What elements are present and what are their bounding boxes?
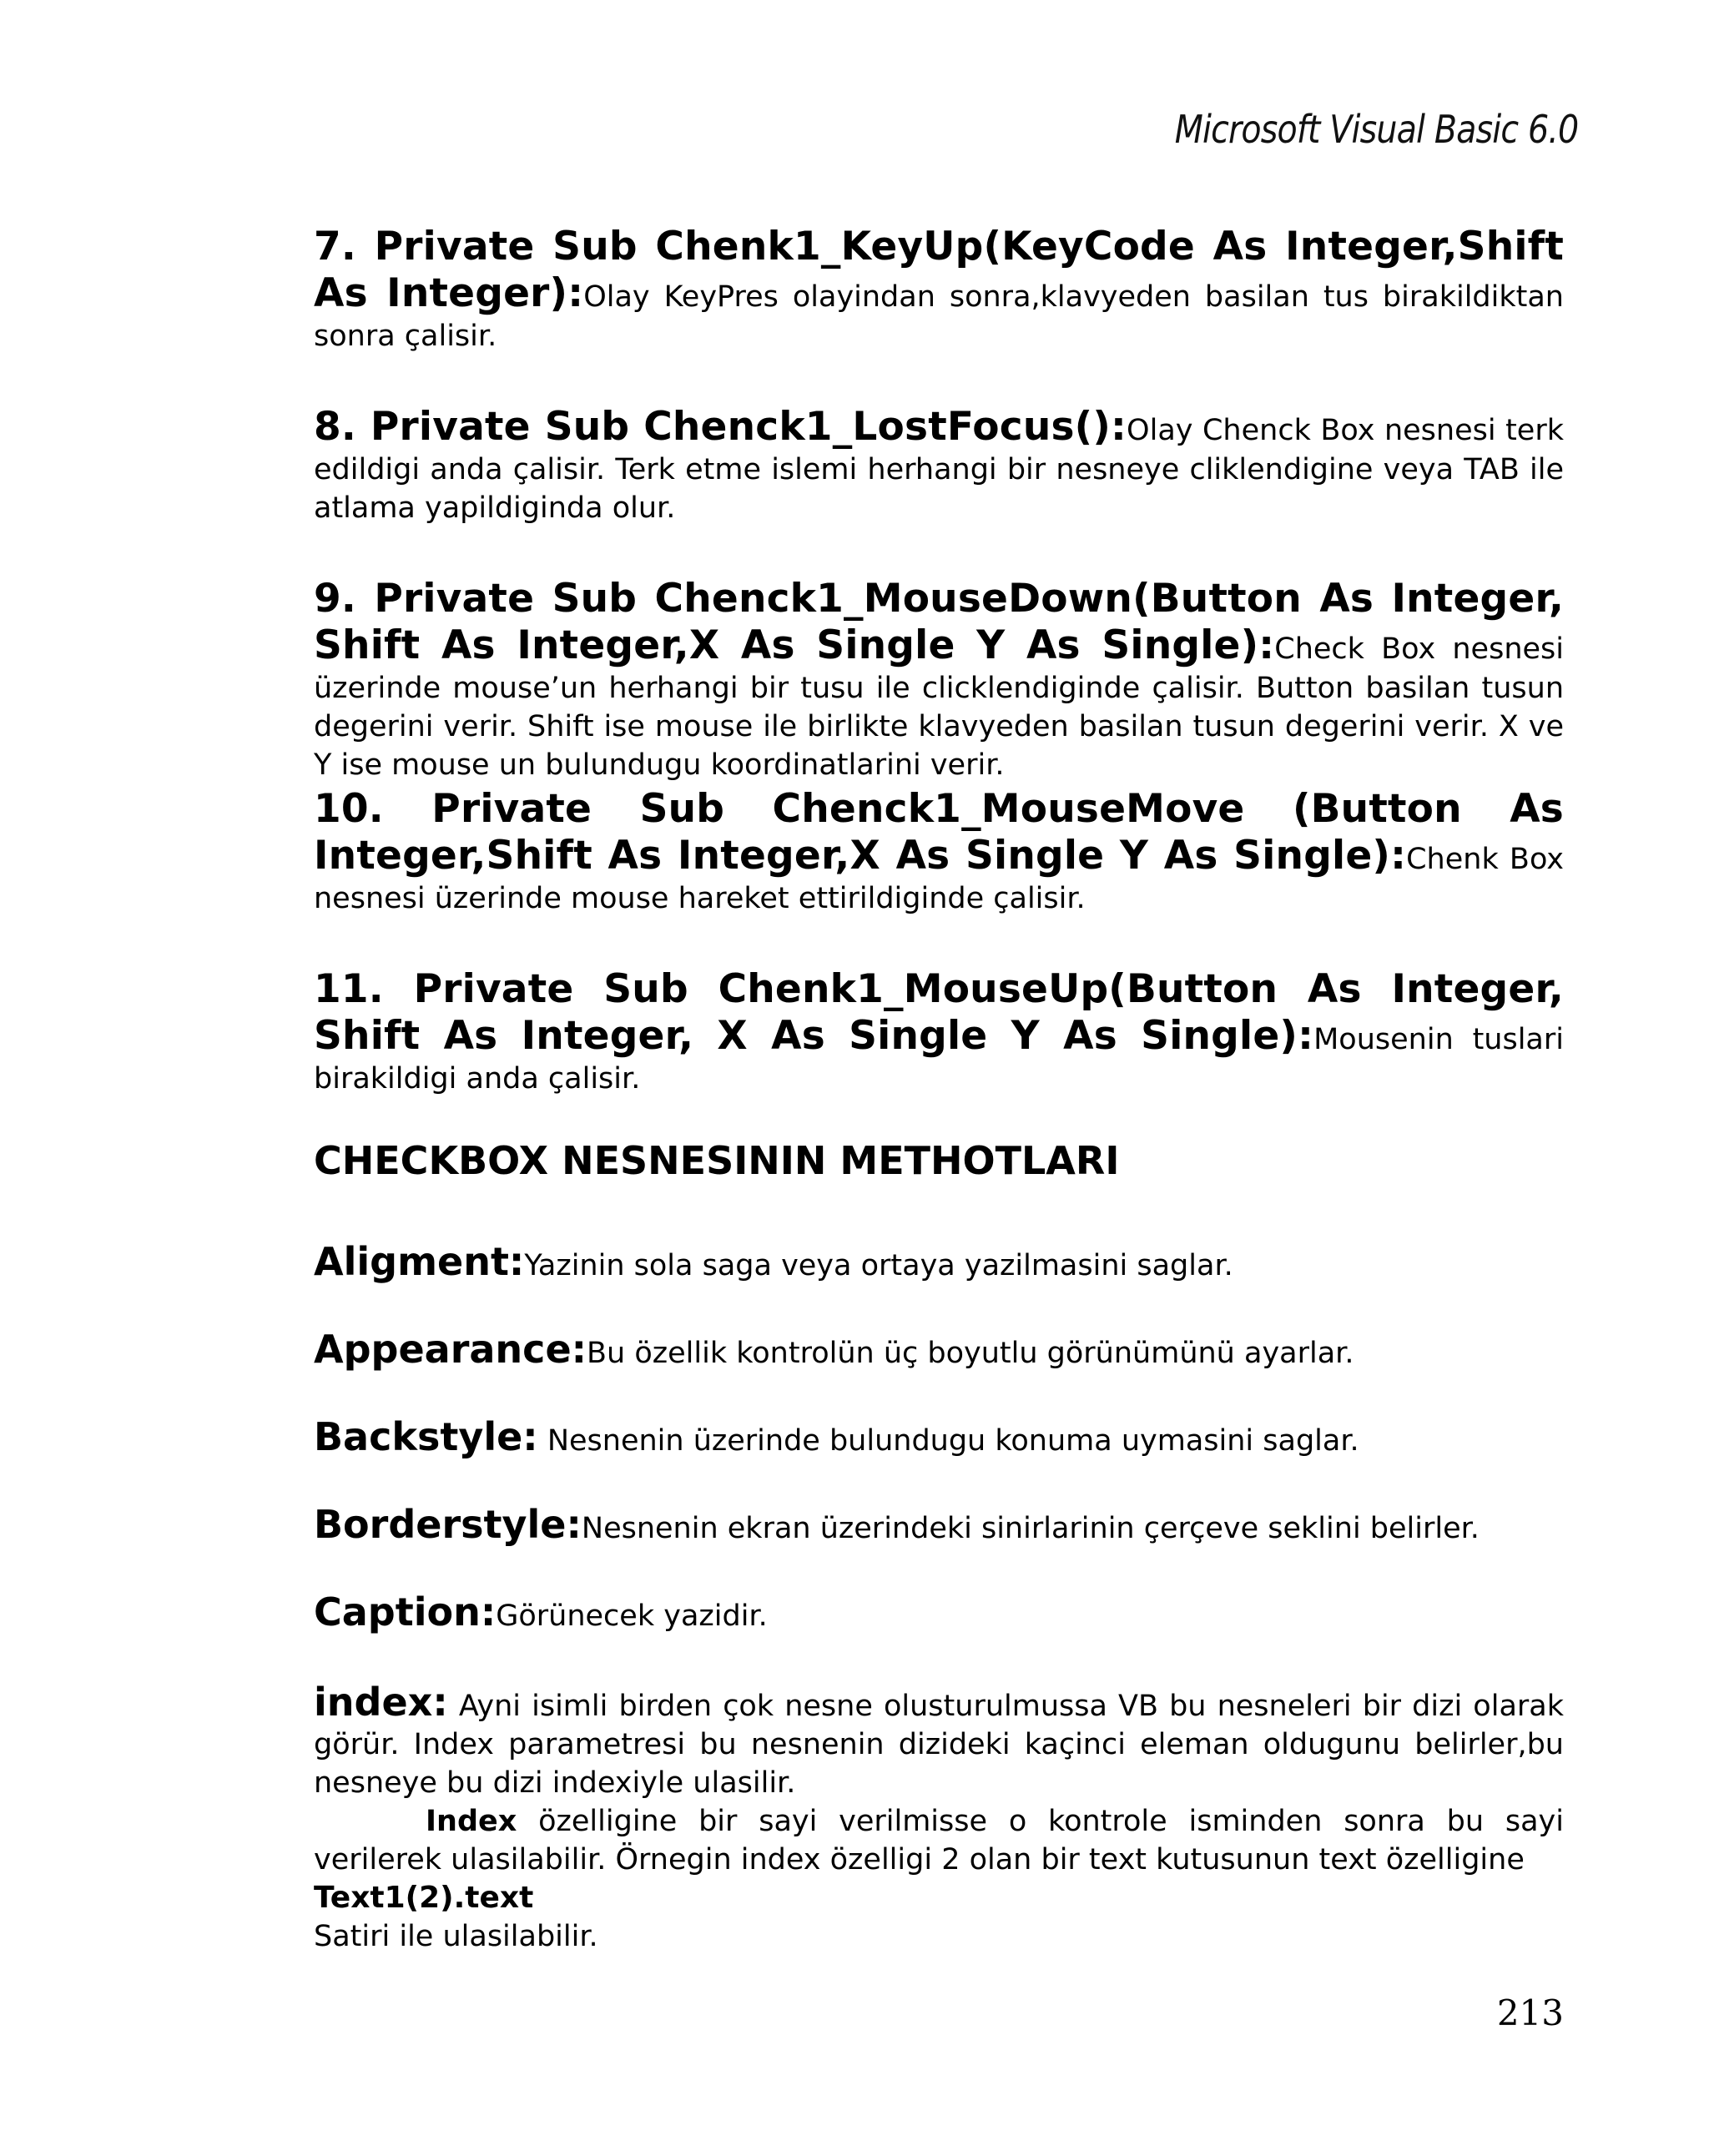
- event-signature: 11. Private Sub Chenk1_MouseUp(Button As Integer, Shift As Integer, X As Single Y As Single):: [314, 966, 1564, 1059]
- property-description: Ayni isimli birden çok nesne olusturulmussa VB bu nesneleri bir dizi olarak görür. Index parametresi bu nesnenin dizideki kaçinci eleman oldugunu belirler,bu nesneye bu dizi indexiyle ulasilir.: [314, 1690, 1564, 1800]
- property-description: Görünecek yazidir.: [496, 1599, 768, 1633]
- property-backstyle: [314, 1415, 1564, 1463]
- page-number: 213: [1496, 1992, 1564, 2033]
- event-entry-lostfocus: [314, 404, 1564, 527]
- property-name: Caption:: [314, 1589, 497, 1635]
- property-name: Aligment:: [314, 1239, 525, 1284]
- event-description: Mousenin tuslari birakildigi anda çalisir.: [314, 1023, 1564, 1096]
- event-entry-mousemove: [314, 786, 1564, 918]
- page-body: [314, 224, 1564, 1956]
- event-entry-mouseup: [314, 966, 1564, 1098]
- index-keyword: Index: [426, 1805, 517, 1838]
- event-signature: 10. Private Sub Chenck1_MouseMove (Button As Integer,Shift As Integer,X As Single Y As Single):: [314, 786, 1564, 879]
- property-description: Nesnenin ekran üzerindeki sinirlarinin çerçeve seklini belirler.: [581, 1512, 1480, 1545]
- property-name: Appearance:: [314, 1327, 587, 1372]
- event-signature: 8. Private Sub Chenck1_LostFocus():: [314, 404, 1127, 450]
- property-description: Yazinin sola saga veya ortaya yazilmasini saglar.: [524, 1249, 1233, 1282]
- property-index: [314, 1680, 1564, 1802]
- code-example: Text1(2).text: [314, 1881, 534, 1915]
- property-name: Backstyle:: [314, 1414, 538, 1459]
- event-entry-keyup: [314, 224, 1564, 355]
- property-description: Nesnenin üzerinde bulundugu konuma uymasini saglar.: [537, 1424, 1359, 1458]
- closing-text: Satiri ile ulasilabilir.: [314, 1920, 598, 1953]
- property-description: Bu özellik kontrolün üç boyutlu görünümünü ayarlar.: [587, 1337, 1354, 1370]
- index-note-text: özelligine bir sayi verilmisse o kontrole isminden sonra bu sayi verilerek ulasilabilir. Örnegin index özelligi 2 olan bir text kutusunun text özelligine: [314, 1805, 1564, 1876]
- event-signature: 9. Private Sub Chenck1_MouseDown(Button As Integer, Shift As Integer,X As Single Y As Single):: [314, 576, 1564, 668]
- property-caption: [314, 1590, 1564, 1638]
- section-heading: CHECKBOX NESNESININ METHOTLARI: [314, 1138, 1120, 1183]
- index-note: [314, 1802, 1564, 1879]
- event-description: Check Box nesnesi üzerinde mouse’un herhangi bir tusu ile clicklendiginde çalisir. Button basilan tusun degerini verir. Shift ise mouse ile birlikte klavyeden basilan tusun degerini verir. X ve Y ise mouse un bulundugu koordinatlarini verir.: [314, 632, 1564, 782]
- event-entry-mousedown: [314, 576, 1564, 784]
- property-appearance: [314, 1327, 1564, 1375]
- property-aligment: [314, 1240, 1564, 1287]
- property-borderstyle: [314, 1503, 1564, 1550]
- event-signature: 7. Private Sub Chenk1_KeyUp(KeyCode As Integer,Shift As Integer):: [314, 224, 1564, 316]
- property-name: Borderstyle:: [314, 1502, 582, 1547]
- running-header: Microsoft Visual Basic 6.0: [1174, 107, 1578, 152]
- property-name: index:: [314, 1680, 448, 1725]
- event-description: Chenk Box nesnesi üzerinde mouse hareket ettirildiginde çalisir.: [314, 843, 1564, 915]
- event-description: Olay Chenck Box nesnesi terk edildigi anda çalisir. Terk etme islemi herhangi bir nesneye cliklendigine veya TAB ile atlama yapildiginda olur.: [314, 414, 1564, 525]
- event-description: Olay KeyPres olayindan sonra,klavyeden basilan tus birakildiktan sonra çalisir.: [314, 280, 1564, 353]
